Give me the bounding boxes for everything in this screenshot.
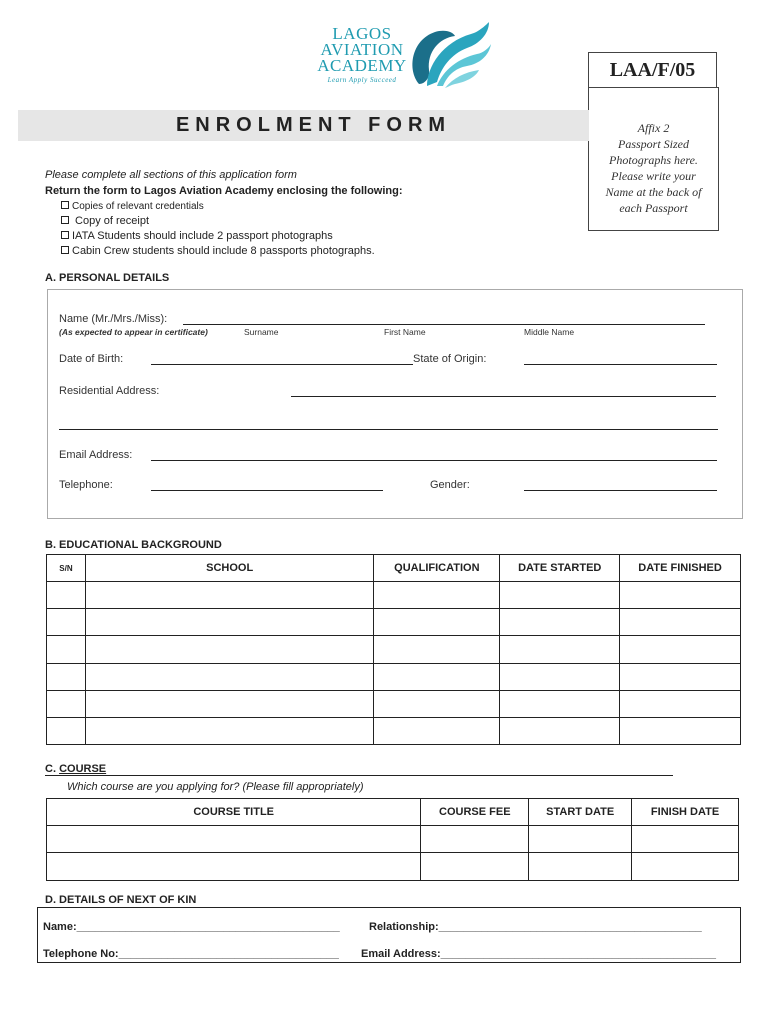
wing-logo-icon	[405, 20, 493, 92]
gender-label: Gender:	[430, 479, 470, 491]
table-cell[interactable]	[421, 853, 529, 881]
telephone-label: Telephone:	[59, 479, 113, 491]
checkbox[interactable]	[61, 216, 69, 224]
table-cell[interactable]	[632, 853, 739, 881]
address-field-line-2[interactable]	[59, 429, 718, 430]
logo-line-3: ACADEMY	[317, 56, 407, 75]
checklist-label: IATA Students should include 2 passport photographs	[72, 230, 333, 242]
surname-caption: Surname	[244, 327, 279, 337]
table-cell[interactable]	[374, 582, 500, 609]
table-cell[interactable]	[47, 664, 86, 691]
table-cell[interactable]	[500, 718, 620, 745]
checkbox[interactable]	[61, 201, 69, 209]
table-cell[interactable]	[500, 582, 620, 609]
table-cell[interactable]	[632, 826, 739, 853]
course-title-prefix: C.	[45, 763, 60, 775]
kin-email-field[interactable]: Email Address:_____________________________________________	[361, 948, 716, 960]
checklist-item	[61, 230, 333, 242]
gender-field[interactable]	[524, 490, 717, 491]
instruction-heading: Return the form to Lagos Aviation Academy enclosing the following:	[45, 185, 403, 197]
photo-instruction-line: each Passport	[619, 201, 688, 215]
table-cell[interactable]	[85, 718, 373, 745]
photo-instruction-line: Passport Sized	[617, 137, 689, 151]
email-field[interactable]	[151, 460, 717, 461]
table-cell[interactable]	[421, 826, 529, 853]
table-cell[interactable]	[500, 636, 620, 664]
table-header: S/N	[47, 555, 86, 582]
middle-name-caption: Middle Name	[524, 327, 575, 337]
photo-instruction-line: Photographs here.	[609, 153, 698, 167]
dob-label: Date of Birth:	[59, 353, 124, 365]
logo-line-2: AVIATION	[320, 40, 404, 59]
table-cell[interactable]	[47, 691, 86, 718]
course-prompt: Which course are you applying for? (Please fill appropriately)	[67, 781, 364, 793]
table-cell[interactable]	[47, 609, 86, 636]
form-title-band	[18, 110, 589, 141]
name-note: (As expected to appear in certificate)	[59, 327, 208, 337]
table-cell[interactable]	[85, 609, 373, 636]
table-cell[interactable]	[85, 664, 373, 691]
instruction-line: Please complete all sections of this application form	[45, 169, 297, 181]
table-cell[interactable]	[374, 636, 500, 664]
checklist-item	[61, 215, 149, 227]
table-cell[interactable]	[85, 691, 373, 718]
kin-telephone-field[interactable]: Telephone No:____________________________________	[43, 948, 339, 960]
table-cell[interactable]	[529, 853, 632, 881]
section-title-education: B. EDUCATIONAL BACKGROUND	[45, 539, 222, 551]
checklist-label: Copy of receipt	[72, 215, 150, 227]
table-row	[47, 853, 739, 881]
table-header: START DATE	[529, 799, 632, 826]
table-cell[interactable]	[620, 609, 741, 636]
table-row	[47, 582, 741, 609]
table-cell[interactable]	[620, 636, 741, 664]
first-name-caption: First Name	[384, 327, 426, 337]
course-title-word: COURSE	[59, 763, 107, 775]
kin-relationship-field[interactable]: Relationship:___________________________________________	[369, 921, 702, 933]
name-field[interactable]	[183, 324, 705, 325]
table-cell[interactable]	[85, 582, 373, 609]
table-row	[47, 664, 741, 691]
table-cell[interactable]	[47, 853, 421, 881]
dob-field[interactable]	[151, 364, 413, 365]
kin-name-field[interactable]: Name:___________________________________________	[43, 921, 340, 933]
table-row	[47, 636, 741, 664]
photo-instruction-line: Please write your	[611, 169, 696, 183]
academy-logo-text	[316, 26, 408, 84]
table-cell[interactable]	[374, 691, 500, 718]
table-cell[interactable]	[47, 718, 86, 745]
name-label: Name (Mr./Mrs./Miss):	[59, 313, 168, 325]
table-cell[interactable]	[620, 691, 741, 718]
section-title-kin: D. DETAILS OF NEXT OF KIN	[45, 894, 197, 906]
table-cell[interactable]	[374, 718, 500, 745]
table-cell[interactable]	[620, 718, 741, 745]
table-header: DATE FINISHED	[620, 555, 741, 582]
address-field[interactable]	[291, 396, 716, 397]
table-header: DATE STARTED	[500, 555, 620, 582]
section-title-personal: A. PERSONAL DETAILS	[45, 272, 170, 284]
photo-instruction-line: Name at the back of	[605, 185, 702, 199]
state-label: State of Origin:	[413, 353, 487, 365]
checklist-label: Cabin Crew students should include 8 passports photographs.	[72, 245, 375, 257]
table-cell[interactable]	[374, 609, 500, 636]
logo-line-1: LAGOS	[332, 24, 392, 43]
email-label: Email Address:	[59, 449, 133, 461]
table-cell[interactable]	[374, 664, 500, 691]
checkbox[interactable]	[61, 231, 69, 239]
table-cell[interactable]	[500, 691, 620, 718]
address-label: Residential Address:	[59, 385, 160, 397]
table-cell[interactable]	[529, 826, 632, 853]
table-cell[interactable]	[620, 582, 741, 609]
form-title: ENROLMENT FORM	[175, 114, 452, 136]
course-table	[46, 798, 739, 881]
form-code: LAA/F/05	[588, 52, 717, 88]
checklist-item	[61, 245, 375, 257]
section-title-course	[45, 763, 673, 776]
table-header: FINISH DATE	[632, 799, 739, 826]
table-header: SCHOOL	[85, 555, 373, 582]
table-header: QUALIFICATION	[374, 555, 500, 582]
logo-tagline: Learn Apply Succeed	[327, 76, 397, 84]
checklist-item	[61, 200, 204, 212]
table-cell[interactable]	[47, 826, 421, 853]
photo-instruction-line: Affix 2	[637, 121, 670, 135]
table-cell[interactable]	[620, 664, 741, 691]
education-table	[46, 554, 741, 745]
table-header: COURSE TITLE	[47, 799, 421, 826]
table-header: COURSE FEE	[421, 799, 529, 826]
table-cell[interactable]	[47, 636, 86, 664]
table-cell[interactable]	[500, 664, 620, 691]
photo-placeholder	[588, 87, 719, 231]
state-field[interactable]	[524, 364, 717, 365]
telephone-field[interactable]	[151, 490, 383, 491]
table-cell[interactable]	[47, 582, 86, 609]
table-row	[47, 718, 741, 745]
table-row	[47, 691, 741, 718]
table-row	[47, 609, 741, 636]
table-cell[interactable]	[500, 609, 620, 636]
checkbox[interactable]	[61, 246, 69, 254]
table-cell[interactable]	[85, 636, 373, 664]
checklist-label: Copies of relevant credentials	[72, 201, 204, 212]
table-row	[47, 826, 739, 853]
